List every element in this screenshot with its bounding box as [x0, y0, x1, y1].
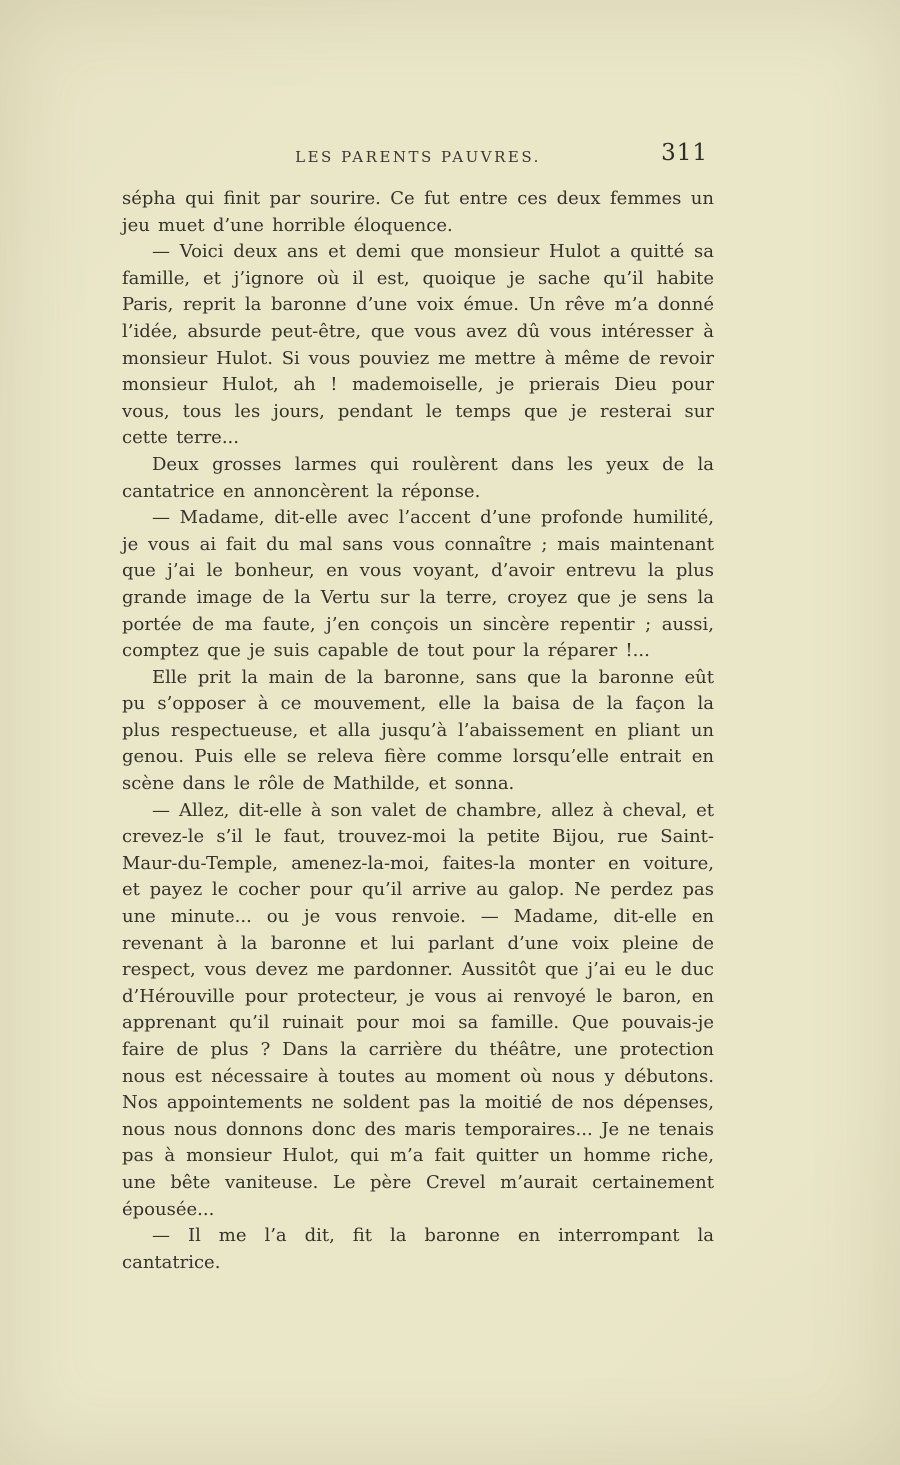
paragraph: sépha qui finit par sourire. Ce fut entre ces deux femmes un jeu muet d’une horrible éloquence.: [122, 188, 714, 236]
paragraph: Deux grosses larmes qui roulèrent dans les yeux de la cantatrice en annoncèrent la réponse.: [122, 453, 714, 502]
paragraph: — Allez, dit-elle à son valet de chambre, allez à cheval, et crevez-le s’il le faut, trouvez-moi la petite Bijou, rue Saint-Maur-du-Temple, amenez-la-moi, faites-la monter en voiture, et payez le cocher pour qu’il arrive au galop. Ne perdez pas une minute... ou je vous renvoie. — Madame, dit-elle en revenant à la baronne et lui parlant d’une voix pleine de respect, vous devez me pardonner. Aussitôt que j’ai eu le duc d’Hérouville pour protecteur, je vous ai renvoyé le baron, en apprenant qu’il ruinait pour moi sa famille. Que pouvais-je faire de plus ? Dans la carrière du théâtre, une protection nous est nécessaire à toutes au moment où nous y débutons. Nos appointements ne soldent pas la moitié de nos dépenses, nous nous donnons donc des maris temporaires... Je ne tenais pas à monsieur Hulot, qui m’a fait quitter un homme riche, une bête vaniteuse. Le père Crevel m’aurait certainement épousée...: [122, 799, 714, 1220]
paragraph: — Voici deux ans et demi que monsieur Hulot a quitté sa famille, et j’ignore où il est, quoique je sache qu’il habite Paris, reprit la baronne d’une voix émue. Un rêve m’a donné l’idée, absurde peut-être, que vous avez dû vous intéresser à monsieur Hulot. Si vous pouviez me mettre à même de revoir monsieur Hulot, ah ! mademoiselle, je prierais Dieu pour vous, tous les jours, pendant le temps que je resterai sur cette terre...: [122, 241, 714, 449]
text-block: [122, 140, 714, 1276]
body-text: [122, 186, 714, 1276]
paragraph: — Il me l’a dit, fit la baronne en interrompant la cantatrice.: [122, 1225, 714, 1273]
running-header-title: LES PARENTS PAUVRES.: [295, 148, 541, 166]
page-number: 311: [661, 140, 708, 166]
paragraph: — Madame, dit-elle avec l’accent d’une profonde humilité, je vous ai fait du mal sans vous connaître ; mais maintenant que j’ai le bonheur, en vous voyant, d’avoir entrevu la plus grande image de la Vertu sur la terre, croyez que je sens la portée de ma faute, j’en conçois un sincère repentir ; aussi, comptez que je suis capable de tout pour la réparer !...: [122, 507, 714, 662]
paragraph: Elle prit la main de la baronne, sans que la baronne eût pu s’opposer à ce mouvement, elle la baisa de la façon la plus respectueuse, et alla jusqu’à l’abaissement en pliant un genou. Puis elle se releva fière comme lorsqu’elle entrait en scène dans le rôle de Mathilde, et sonna.: [122, 666, 714, 795]
running-header: [122, 140, 714, 186]
